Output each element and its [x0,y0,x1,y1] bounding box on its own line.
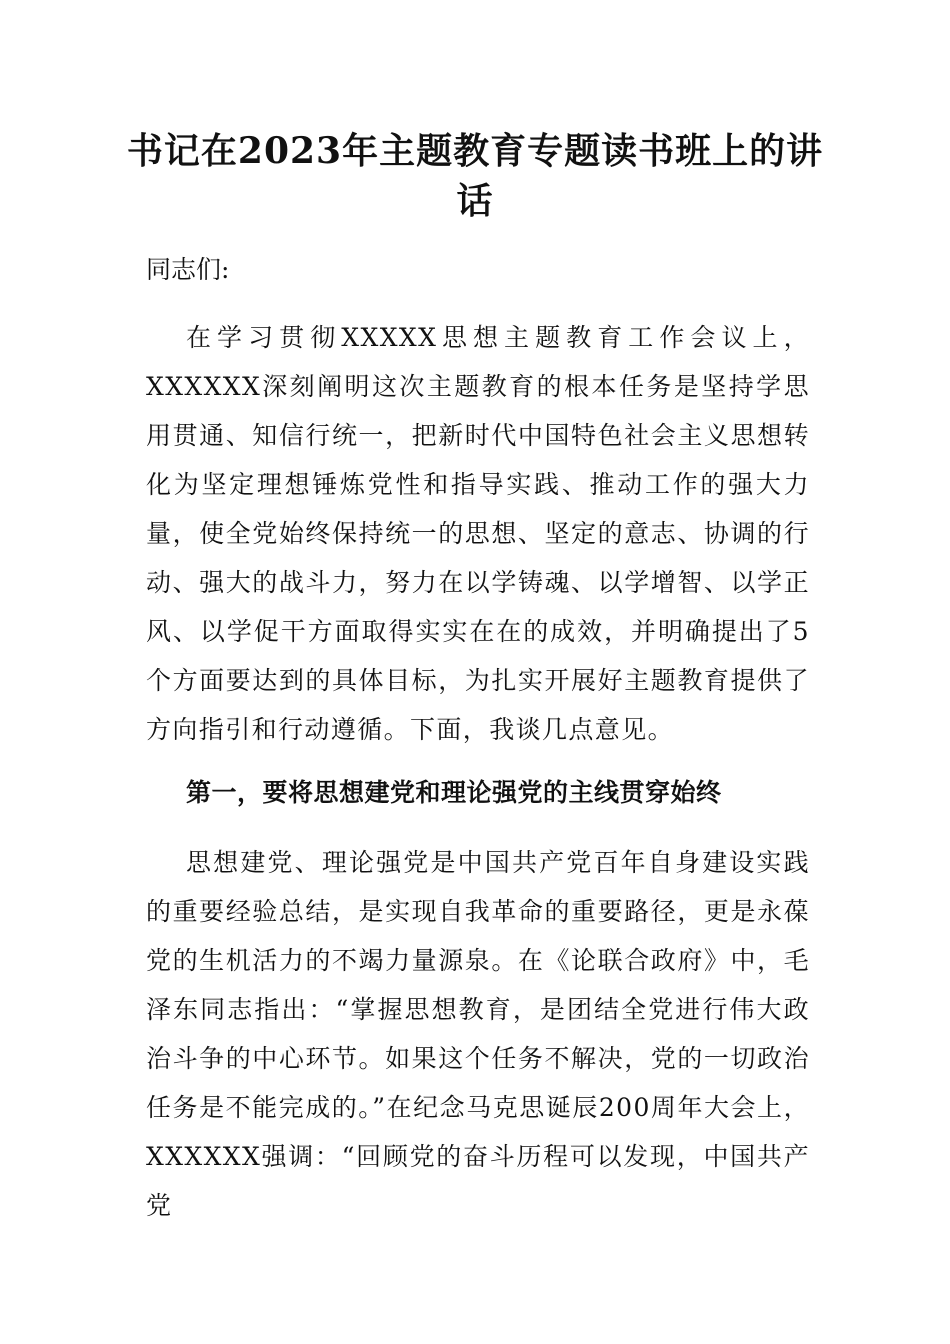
body-paragraph: 思想建党、理论强党是中国共产党百年自身建设实践的重要经验总结，是实现自我革命的重要路径，更是永葆党的生机活力的不竭力量源泉。在《论联合政府》中，毛泽东同志指出：“掌握思想教育，是团结全党进行伟大政治斗争的中心环节。如果这个任务不解决，党的一切政治任务是不能完成的。”在纪念马克思诞辰200周年大会上，XXXXXX强调：“回顾党的奋斗历程可以发现，中国共产党 [146,848,810,1220]
document-title: 书记在2023年主题教育专题读书班上的讲话 [126,130,824,222]
salutation: 同志们: [146,255,230,284]
body-paragraph: 在学习贯彻XXXXX思想主题教育工作会议上，XXXXXX深刻阐明这次主题教育的根本任务是坚持学思用贯通、知信行统一，把新时代中国特色社会主义思想转化为坚定理想锤炼党性和指导实践、推动工作的强大力量，使全党始终保持统一的思想、坚定的意志、协调的行动、强大的战斗力，努力在以学铸魂、以学增智、以学正风、以学促干方面取得实实在在的成效，并明确提出了5个方面要达到的具体目标，为扎实开展好主题教育提供了方向指引和行动遵循。下面，我谈几点意见。 [146,323,810,744]
section-heading: 第一，要将思想建党和理论强党的主线贯穿始终 [186,778,722,807]
